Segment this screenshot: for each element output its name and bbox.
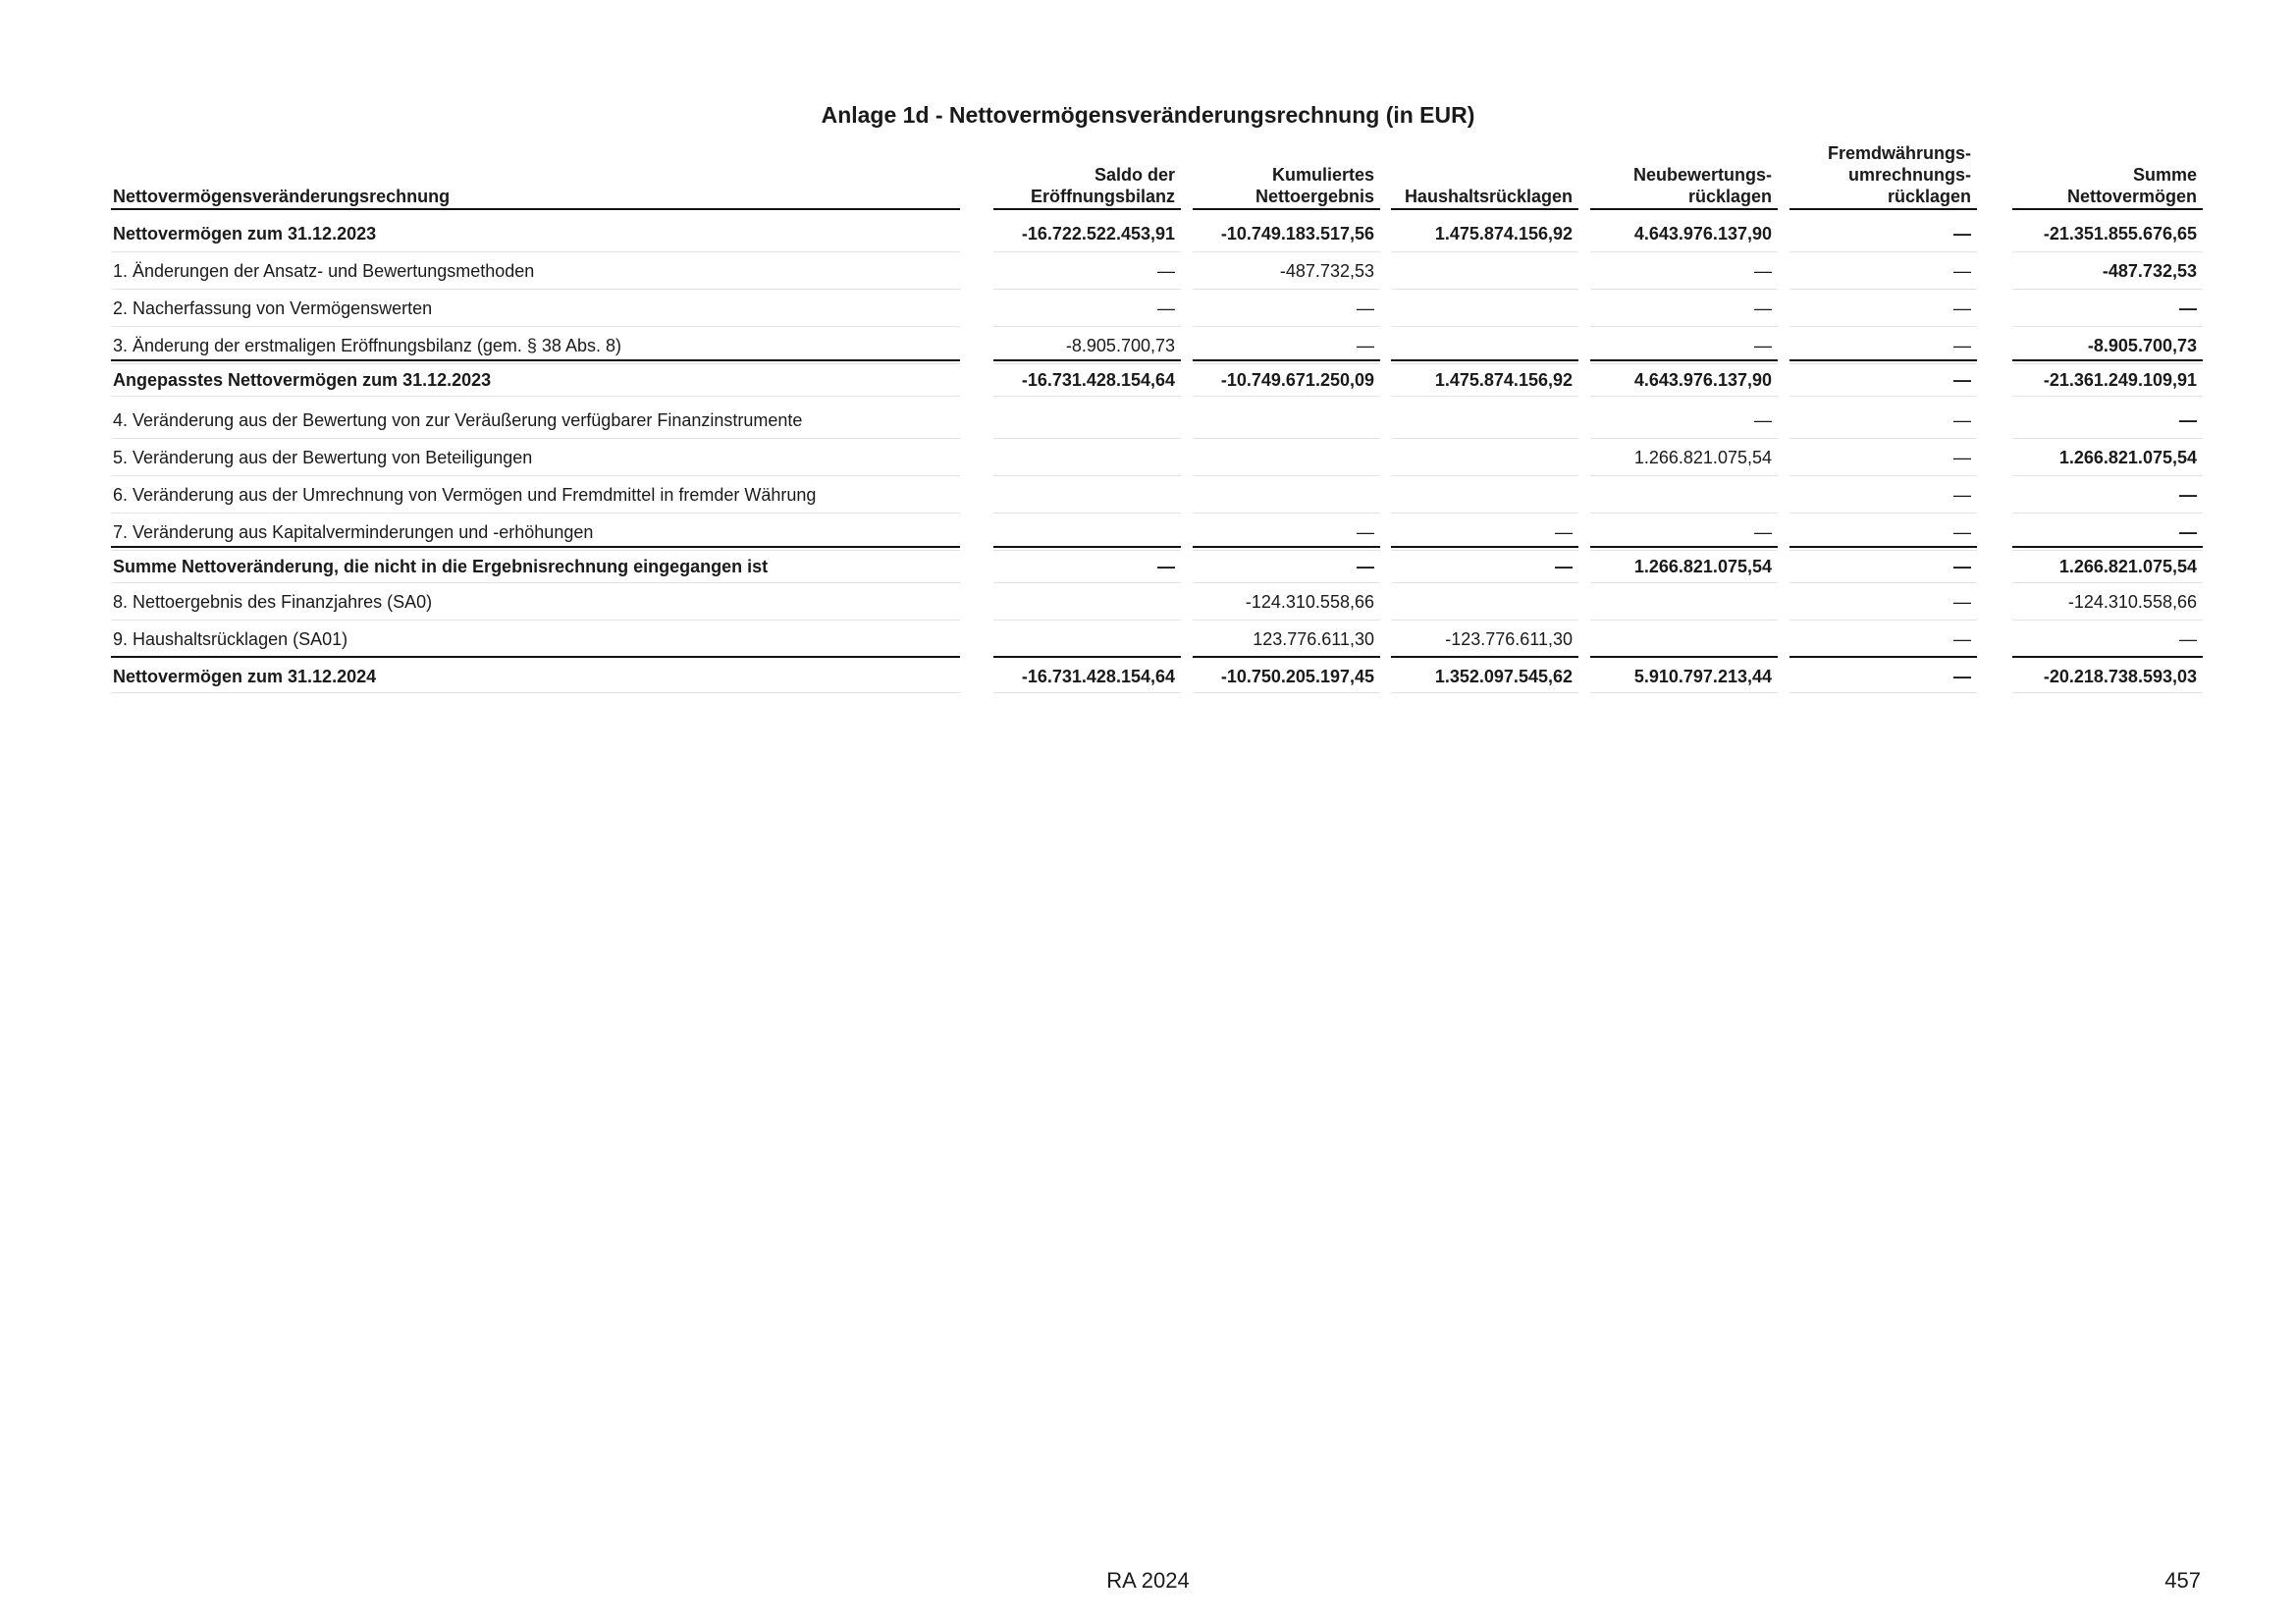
cell-fremdwaehrung: — bbox=[1789, 583, 1977, 621]
cell-haushaltsruecklagen: — bbox=[1391, 514, 1578, 551]
table-row bbox=[0, 359, 2296, 397]
cell-neubewertung: — bbox=[1590, 252, 1778, 290]
cell-saldo bbox=[993, 621, 1181, 658]
table-row bbox=[0, 656, 2296, 693]
cell-neubewertung: 5.910.797.213,44 bbox=[1590, 656, 1778, 693]
cell-haushaltsruecklagen bbox=[1391, 439, 1578, 476]
cell-saldo: -16.722.522.453,91 bbox=[993, 215, 1181, 252]
cell-haushaltsruecklagen: 1.475.874.156,92 bbox=[1391, 359, 1578, 397]
cell-saldo: — bbox=[993, 290, 1181, 327]
cell-saldo: -8.905.700,73 bbox=[993, 327, 1181, 364]
page-title: Anlage 1d - Nettovermögensveränderungsrechnung (in EUR) bbox=[821, 102, 1475, 128]
cell-summe: — bbox=[2012, 621, 2203, 658]
header-haushaltsruecklagen: Haushaltsrücklagen bbox=[1391, 137, 1578, 210]
cell-saldo: -16.731.428.154,64 bbox=[993, 656, 1181, 693]
cell-summe: — bbox=[2012, 290, 2203, 327]
row-label: 3. Änderung der erstmaligen Eröffnungsbilanz (gem. § 38 Abs. 8) bbox=[111, 327, 960, 364]
cell-haushaltsruecklagen bbox=[1391, 583, 1578, 621]
cell-fremdwaehrung: — bbox=[1789, 215, 1977, 252]
cell-fremdwaehrung: — bbox=[1789, 439, 1977, 476]
cell-summe: — bbox=[2012, 402, 2203, 439]
row-label: Angepasstes Nettovermögen zum 31.12.2023 bbox=[111, 359, 960, 397]
cell-nettoergebnis: — bbox=[1193, 327, 1380, 364]
cell-fremdwaehrung: — bbox=[1789, 621, 1977, 658]
row-label: Nettovermögen zum 31.12.2023 bbox=[111, 215, 960, 252]
header-neubewertungsruecklagen: Neubewertungs- rücklagen bbox=[1590, 137, 1778, 210]
row-label: 9. Haushaltsrücklagen (SA01) bbox=[111, 621, 960, 658]
cell-nettoergebnis: -10.750.205.197,45 bbox=[1193, 656, 1380, 693]
cell-fremdwaehrung: — bbox=[1789, 656, 1977, 693]
page-number: 457 bbox=[2164, 1568, 2201, 1593]
table-row bbox=[0, 215, 2296, 252]
report-name: RA 2024 bbox=[1106, 1568, 1190, 1593]
row-label: 2. Nacherfassung von Vermögenswerten bbox=[111, 290, 960, 327]
cell-haushaltsruecklagen: -123.776.611,30 bbox=[1391, 621, 1578, 658]
cell-nettoergebnis: — bbox=[1193, 546, 1380, 583]
cell-summe: -21.361.249.109,91 bbox=[2012, 359, 2203, 397]
cell-neubewertung: — bbox=[1590, 402, 1778, 439]
header-saldo-eroeffnungsbilanz: Saldo der Eröffnungsbilanz bbox=[993, 137, 1181, 210]
cell-nettoergebnis: -10.749.671.250,09 bbox=[1193, 359, 1380, 397]
cell-saldo: -16.731.428.154,64 bbox=[993, 359, 1181, 397]
cell-neubewertung bbox=[1590, 476, 1778, 514]
cell-haushaltsruecklagen bbox=[1391, 476, 1578, 514]
cell-haushaltsruecklagen: 1.352.097.545,62 bbox=[1391, 656, 1578, 693]
table-row bbox=[0, 290, 2296, 327]
table-row bbox=[0, 546, 2296, 583]
cell-neubewertung: 1.266.821.075,54 bbox=[1590, 546, 1778, 583]
row-label: Nettovermögen zum 31.12.2024 bbox=[111, 656, 960, 693]
cell-nettoergebnis bbox=[1193, 439, 1380, 476]
cell-fremdwaehrung: — bbox=[1789, 327, 1977, 364]
cell-haushaltsruecklagen bbox=[1391, 290, 1578, 327]
table-row bbox=[0, 252, 2296, 290]
cell-summe: 1.266.821.075,54 bbox=[2012, 439, 2203, 476]
cell-fremdwaehrung: — bbox=[1789, 514, 1977, 551]
cell-neubewertung: — bbox=[1590, 290, 1778, 327]
cell-fremdwaehrung: — bbox=[1789, 476, 1977, 514]
row-label: Summe Nettoveränderung, die nicht in die Ergebnisrechnung eingegangen ist bbox=[111, 546, 960, 583]
cell-nettoergebnis: -124.310.558,66 bbox=[1193, 583, 1380, 621]
cell-fremdwaehrung: — bbox=[1789, 290, 1977, 327]
cell-saldo: — bbox=[993, 252, 1181, 290]
cell-fremdwaehrung: — bbox=[1789, 252, 1977, 290]
cell-fremdwaehrung: — bbox=[1789, 402, 1977, 439]
header-label: Nettovermögensveränderungsrechnung bbox=[111, 137, 960, 210]
cell-nettoergebnis bbox=[1193, 402, 1380, 439]
row-label: 4. Veränderung aus der Bewertung von zur Veräußerung verfügbarer Finanzinstrumente bbox=[111, 402, 960, 439]
cell-saldo bbox=[993, 476, 1181, 514]
cell-neubewertung bbox=[1590, 583, 1778, 621]
table-row bbox=[0, 402, 2296, 439]
cell-haushaltsruecklagen bbox=[1391, 402, 1578, 439]
table-row bbox=[0, 476, 2296, 514]
cell-saldo bbox=[993, 402, 1181, 439]
cell-summe: -20.218.738.593,03 bbox=[2012, 656, 2203, 693]
table-row bbox=[0, 621, 2296, 658]
cell-haushaltsruecklagen: 1.475.874.156,92 bbox=[1391, 215, 1578, 252]
cell-haushaltsruecklagen: — bbox=[1391, 546, 1578, 583]
row-label: 6. Veränderung aus der Umrechnung von Vermögen und Fremdmittel in fremder Währung bbox=[111, 476, 960, 514]
cell-summe: -487.732,53 bbox=[2012, 252, 2203, 290]
cell-nettoergebnis: — bbox=[1193, 514, 1380, 551]
cell-saldo: — bbox=[993, 546, 1181, 583]
cell-summe: -124.310.558,66 bbox=[2012, 583, 2203, 621]
cell-summe: — bbox=[2012, 514, 2203, 551]
cell-haushaltsruecklagen bbox=[1391, 252, 1578, 290]
header-kumuliertes-nettoergebnis: Kumuliertes Nettoergebnis bbox=[1193, 137, 1380, 210]
row-label: 8. Nettoergebnis des Finanzjahres (SA0) bbox=[111, 583, 960, 621]
cell-nettoergebnis: — bbox=[1193, 290, 1380, 327]
cell-neubewertung: — bbox=[1590, 327, 1778, 364]
table-row bbox=[0, 583, 2296, 621]
header-summe-nettovermoegen: Summe Nettovermögen bbox=[2012, 137, 2203, 210]
cell-saldo bbox=[993, 439, 1181, 476]
cell-saldo bbox=[993, 583, 1181, 621]
cell-nettoergebnis: -10.749.183.517,56 bbox=[1193, 215, 1380, 252]
cell-neubewertung: 1.266.821.075,54 bbox=[1590, 439, 1778, 476]
cell-summe: -8.905.700,73 bbox=[2012, 327, 2203, 364]
cell-nettoergebnis: 123.776.611,30 bbox=[1193, 621, 1380, 658]
row-label: 7. Veränderung aus Kapitalverminderungen und -erhöhungen bbox=[111, 514, 960, 551]
cell-neubewertung: 4.643.976.137,90 bbox=[1590, 359, 1778, 397]
cell-neubewertung: — bbox=[1590, 514, 1778, 551]
cell-nettoergebnis bbox=[1193, 476, 1380, 514]
cell-summe: — bbox=[2012, 476, 2203, 514]
cell-summe: -21.351.855.676,65 bbox=[2012, 215, 2203, 252]
table-row bbox=[0, 439, 2296, 476]
cell-nettoergebnis: -487.732,53 bbox=[1193, 252, 1380, 290]
row-label: 1. Änderungen der Ansatz- und Bewertungsmethoden bbox=[111, 252, 960, 290]
row-label: 5. Veränderung aus der Bewertung von Beteiligungen bbox=[111, 439, 960, 476]
header-fremdwaehrungsruecklagen: Fremdwährungs- umrechnungs- rücklagen bbox=[1789, 137, 1977, 210]
cell-fremdwaehrung: — bbox=[1789, 546, 1977, 583]
cell-fremdwaehrung: — bbox=[1789, 359, 1977, 397]
cell-summe: 1.266.821.075,54 bbox=[2012, 546, 2203, 583]
cell-neubewertung: 4.643.976.137,90 bbox=[1590, 215, 1778, 252]
cell-neubewertung bbox=[1590, 621, 1778, 658]
